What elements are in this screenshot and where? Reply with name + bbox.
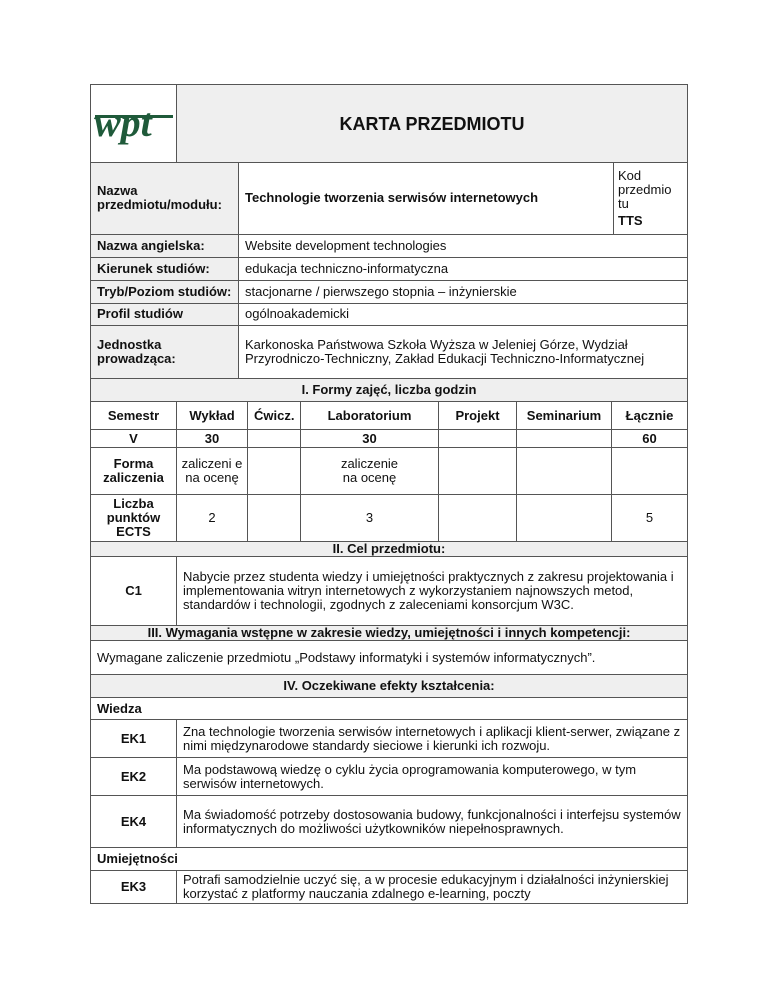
goal-code: C1 <box>91 557 177 626</box>
cell: 3 <box>301 495 439 542</box>
cell <box>439 495 517 542</box>
outcome-text: Ma świadomość potrzeby dostosowania budowy, funkcjonalności i interfejsu systemów informatycznych do możliwości użytkowników niepełnosprawnych. <box>177 796 688 848</box>
hours-header-row <box>91 402 688 430</box>
outcome-code: EK1 <box>91 720 177 758</box>
cell <box>517 448 612 495</box>
code-label-2: przedmio <box>618 181 672 197</box>
cell <box>248 495 301 542</box>
info-value: Karkonoska Państwowa Szkoła Wyższa w Jeleniej Górze, Wydział Przyrodniczo-Techniczny, Zakład Edukacji Techniczno-Informatycznej <box>239 325 688 378</box>
subject-label: Nazwa przedmiotu/modułu: <box>91 163 239 234</box>
requirements-text: Wymagane zaliczenie przedmiotu „Podstawy informatyki i systemów informatycznych”. <box>91 641 688 675</box>
logo <box>91 85 177 163</box>
forma-row <box>91 448 688 495</box>
subject-value: Technologie tworzenia serwisów internetowych <box>239 163 614 234</box>
umiejetnosci-label: Umiejętności <box>91 848 688 871</box>
goal-table <box>90 542 688 904</box>
code-label-3: tu <box>618 195 629 211</box>
cell <box>439 430 517 448</box>
cell <box>517 430 612 448</box>
outcome-code: EK2 <box>91 758 177 796</box>
code-cell <box>614 163 688 234</box>
goal-text: Nabycie przez studenta wiedzy i umiejętności praktycznych z zakresu projektowania i implementowania witryn internetowych z wykorzystaniem najnowszych metod, standardów i technologii, zgodnych z zaleceniami konsorcjum W3C. <box>177 557 688 626</box>
outcome-code: EK4 <box>91 796 177 848</box>
cell: zaliczenie na ocenę <box>301 448 439 495</box>
info-value: stacjonarne / pierwszego stopnia – inżynierskie <box>239 280 688 303</box>
code-value: TTS <box>618 212 643 228</box>
col-header: Semestr <box>91 402 177 430</box>
course-card <box>90 84 688 904</box>
section-1-title: I. Formy zajęć, liczba godzin <box>91 379 688 402</box>
info-label: Jednostka prowadząca: <box>91 325 239 378</box>
section-4-title: IV. Oczekiwane efekty kształcenia: <box>91 675 688 698</box>
cell: 30 <box>301 430 439 448</box>
cell: 30 <box>177 430 248 448</box>
cell: zaliczeni e na ocenę <box>177 448 248 495</box>
outcome-text: Ma podstawową wiedzę o cyklu życia oprogramowania komputerowego, w tym serwisów internetowych. <box>177 758 688 796</box>
cell <box>612 448 688 495</box>
forma-label: Forma zaliczenia <box>91 448 177 495</box>
section-3-title: III. Wymagania wstępne w zakresie wiedzy, umiejętności i innych kompetencji: <box>91 626 688 641</box>
col-header: Wykład <box>177 402 248 430</box>
hours-table <box>90 379 688 543</box>
info-value: edukacja techniczno-informatyczna <box>239 257 688 280</box>
cell: 2 <box>177 495 248 542</box>
hours-row <box>91 430 688 448</box>
cell <box>248 430 301 448</box>
outcome-text: Potrafi samodzielnie uczyć się, a w procesie edukacyjnym i działalności inżynierskiej korzystać z platformy nauczania zdalnego e-learning, poczty <box>177 871 688 904</box>
header-table <box>90 84 688 163</box>
col-header: Seminarium <box>517 402 612 430</box>
svg-text:wpt: wpt <box>94 100 152 145</box>
wpt-logo-icon <box>91 92 175 152</box>
cell <box>439 448 517 495</box>
cell <box>517 495 612 542</box>
info-value: Website development technologies <box>239 234 688 257</box>
col-header: Ćwicz. <box>248 402 301 430</box>
ects-row <box>91 495 688 542</box>
info-label: Profil studiów <box>91 303 239 325</box>
col-header: Projekt <box>439 402 517 430</box>
subject-info-table <box>90 163 688 379</box>
wiedza-label: Wiedza <box>91 698 688 720</box>
section-2-title: II. Cel przedmiotu: <box>91 542 688 557</box>
col-header: Laboratorium <box>301 402 439 430</box>
outcome-text: Zna technologie tworzenia serwisów internetowych i aplikacji klient-serwer, związane z nimi międzynarodowe standardy sieciowe i kierunki ich rozwoju. <box>177 720 688 758</box>
info-label: Kierunek studiów: <box>91 257 239 280</box>
cell: 5 <box>612 495 688 542</box>
page-title: KARTA PRZEDMIOTU <box>177 85 688 163</box>
outcome-code: EK3 <box>91 871 177 904</box>
ects-label: Liczba punktów ECTS <box>91 495 177 542</box>
col-header: Łącznie <box>612 402 688 430</box>
info-value: ogólnoakademicki <box>239 303 688 325</box>
cell <box>248 448 301 495</box>
cell: 60 <box>612 430 688 448</box>
code-label-1: Kod <box>618 167 642 183</box>
info-label: Tryb/Poziom studiów: <box>91 280 239 303</box>
cell: V <box>91 430 177 448</box>
info-label: Nazwa angielska: <box>91 234 239 257</box>
